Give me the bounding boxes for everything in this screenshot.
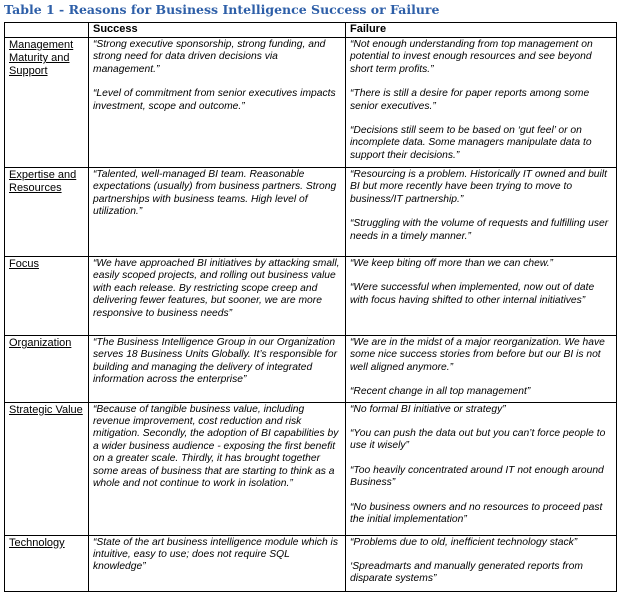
success-cell xyxy=(89,336,346,403)
failure-cell xyxy=(346,535,617,591)
table-row xyxy=(5,38,617,168)
success-quote: “Level of commitment from senior executives impacts investment, scope and outcome.” xyxy=(93,88,336,112)
category-cell: Focus xyxy=(5,257,89,336)
failure-cell xyxy=(346,257,617,336)
table-row xyxy=(5,336,617,403)
failure-cell xyxy=(346,402,617,535)
success-quote: “Talented, well-managed BI team. Reasonable expectations (usually) from business partners. Strong partnerships with business teams. High level of utilization.” xyxy=(93,169,337,218)
category-cell: Organization xyxy=(5,336,89,403)
header-success: Success xyxy=(89,23,346,38)
success-cell xyxy=(89,402,346,535)
header-row xyxy=(5,23,617,38)
failure-quote: “You can push the data out but you can’t force people to use it wisely” xyxy=(350,428,606,452)
success-quote: “Strong executive sponsorship, strong funding, and strong need for data driven decisions via management.” xyxy=(93,39,326,75)
table-row xyxy=(5,168,617,257)
success-cell xyxy=(89,257,346,336)
success-quote: “State of the art business intelligence module which is intuitive, easy to use; does not require SQL knowledge” xyxy=(93,536,338,573)
failure-cell xyxy=(346,38,617,168)
success-cell xyxy=(89,168,346,257)
category-cell: Technology xyxy=(5,535,89,591)
category-cell: Management Maturity and Support xyxy=(5,38,89,168)
header-category xyxy=(5,23,89,38)
category-cell: Strategic Value xyxy=(5,402,89,535)
success-quote: “We have approached BI initiatives by attacking small, easily scoped projects, and rolling out business value with each release. By restricting scope creep and delivering fewer features, but sooner, we are more responsive to business needs” xyxy=(93,258,340,319)
success-quote: “Because of tangible business value, including revenue improvement, cost reduction and risk mitigation. Secondly, the adoption of BI capabilities by a wider business audience - exposing the first benefit on a greater scale. Thirdly, it has brought together some areas of business that are starting to think as a whole and not continue to work in isolation.” xyxy=(93,403,339,490)
failure-quote: “Decisions still seem to be based on ‘gut feel’ or on incomplete data. Some managers manipulate data to support their decisions.” xyxy=(350,125,592,161)
table-row xyxy=(5,257,617,336)
failure-quote: “There is still a desire for paper reports among some senior executives.” xyxy=(350,88,590,112)
failure-cell xyxy=(346,168,617,257)
table-caption: Table 1 - Reasons for Business Intelligence Success or Failure xyxy=(4,2,440,17)
header-failure: Failure xyxy=(346,23,617,38)
failure-quote: “Problems due to old, inefficient technology stack” xyxy=(350,536,578,548)
failure-quote: “We are in the midst of a major reorganization. We have some nice success stories from before but our BI is not well aligned anymore.” xyxy=(350,337,605,373)
failure-quote: “No business owners and no resources to proceed past the initial implementation” xyxy=(350,501,603,526)
failure-quote: “No formal BI initiative or strategy” xyxy=(350,403,506,415)
failure-quote: “Too heavily concentrated around IT not enough around Business” xyxy=(350,464,604,489)
failure-quote: “Struggling with the volume of requests and fulfilling user needs in a timely manner.” xyxy=(350,218,609,242)
category-cell: Expertise and Resources xyxy=(5,168,89,257)
failure-quote: “Not enough understanding from top management on potential to invest enough resources and see beyond short term profits.” xyxy=(350,39,593,75)
failure-quote: ‘Spreadmarts and manually generated reports from disparate systems” xyxy=(350,561,583,585)
failure-quote: “We keep biting off more than we can chew.” xyxy=(350,258,553,269)
table-row xyxy=(5,535,617,591)
reasons-table xyxy=(4,22,617,592)
failure-quote: “Resourcing is a problem. Historically IT owned and built BI but more recently have been trying to move to business/IT partnership.” xyxy=(350,169,607,205)
failure-quote: “Recent change in all top management” xyxy=(350,386,531,398)
success-cell xyxy=(89,535,346,591)
table-row xyxy=(5,402,617,535)
failure-cell xyxy=(346,336,617,403)
success-cell xyxy=(89,38,346,168)
failure-quote: “Were successful when implemented, now out of date with focus having shifted to other internal initiatives” xyxy=(350,282,595,306)
success-quote: “The Business Intelligence Group in our Organization serves 18 Business Units Globally. It’s responsible for building and managing the delivery of integrated information across the enterprise” xyxy=(93,337,337,386)
